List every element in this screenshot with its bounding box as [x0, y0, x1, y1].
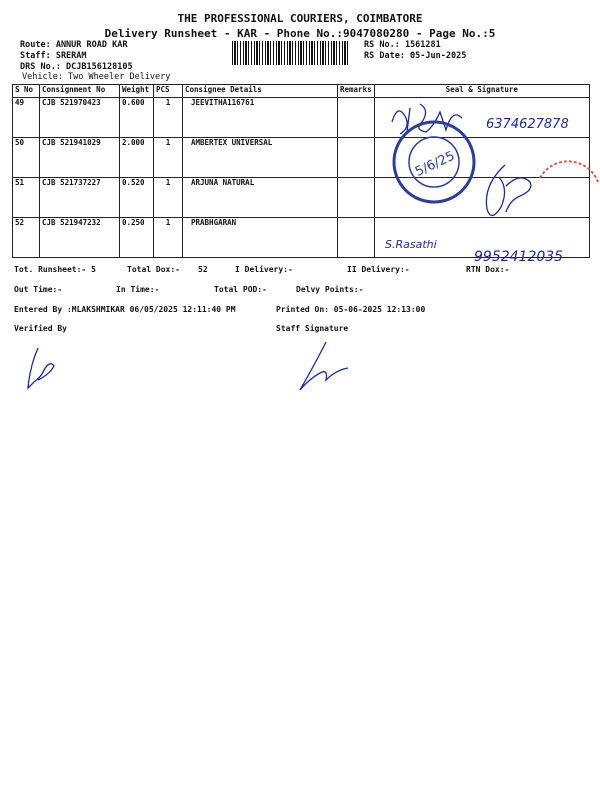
row-consignee: JEEVITHA116761: [183, 98, 338, 138]
drs-no: DRS No.: DCJB156128105: [20, 62, 133, 72]
row-sno: 51: [13, 178, 40, 218]
rs-no: RS No.: 1561281: [364, 40, 441, 50]
col-consignee: Consignee Details: [183, 85, 338, 98]
row-pcs: 1: [154, 178, 183, 218]
row-sno: 52: [13, 218, 40, 258]
col-remarks: Remarks: [338, 85, 375, 98]
route: Route: ANNUR ROAD KAR: [20, 40, 128, 50]
entered-by: Entered By :MLAKSHMIKAR 06/05/2025 12:11:40 PM: [14, 305, 236, 314]
printed-on: Printed On: 05-06-2025 12:13:00: [276, 305, 426, 314]
row-consignment: CJB 521947232: [40, 218, 120, 258]
row-sno: 50: [13, 138, 40, 178]
row-consignee: AMBERTEX UNIVERSAL: [183, 138, 338, 178]
ii-delivery: II Delivery:-: [347, 265, 410, 274]
handwritten-phone-1: 6374627878: [486, 117, 569, 132]
row-weight: 0.520: [120, 178, 154, 218]
staff-signature-mark: [300, 342, 348, 390]
row-pcs: 1: [154, 218, 183, 258]
signature-scribble-1: [392, 104, 462, 134]
out-time: Out Time:-: [14, 285, 63, 294]
row-weight: 0.600: [120, 98, 154, 138]
company-title: THE PROFESSIONAL COURIERS, COIMBATORE: [177, 12, 423, 25]
col-weight: Weight: [120, 85, 154, 98]
row-consignee: ARJUNA NATURAL: [183, 178, 338, 218]
in-time: In Time:-: [116, 285, 160, 294]
row-consignment: CJB 521941029: [40, 138, 120, 178]
vehicle: Vehicle: Two Wheeler Delivery: [22, 72, 171, 82]
row-consignment: CJB 521737227: [40, 178, 120, 218]
handwritten-name: S.Rasathi: [385, 238, 437, 251]
red-stamp-fragment: [540, 161, 598, 182]
row-pcs: 1: [154, 138, 183, 178]
rtn-dox: RTN Dox:-: [466, 265, 510, 274]
tot-runsheet: Tot. Runsheet:- 5: [14, 265, 96, 274]
row-consignee: PRABHGARAN: [183, 218, 338, 258]
row-weight: 0.250: [120, 218, 154, 258]
total-dox-label: Total Dox:-: [127, 265, 180, 274]
col-pcs: PCS: [154, 85, 183, 98]
col-seal: Seal & Signature: [374, 85, 589, 98]
total-pod: Total POD:-: [214, 285, 267, 294]
staff-signature-label: Staff Signature: [276, 324, 349, 333]
row-pcs: 1: [154, 98, 183, 138]
row-weight: 2.000: [120, 138, 154, 178]
total-dox-value: 52: [198, 265, 208, 274]
runsheet-subtitle: Delivery Runsheet - KAR - Phone No.:9047080280 - Page No.:5: [104, 27, 496, 40]
stamp-date: 5/6/25: [412, 148, 458, 180]
col-consignment: Consignment No: [40, 85, 120, 98]
company-seal-stamp: [394, 122, 474, 202]
i-delivery: I Delivery:-: [235, 265, 293, 274]
delvy-points: Delvy Points:-: [296, 285, 364, 294]
rs-date: RS Date: 05-Jun-2025: [364, 51, 467, 61]
verified-by-signature: [28, 348, 54, 388]
signature-scribble-2: [486, 165, 531, 216]
verified-by-label: Verified By: [14, 324, 67, 333]
staff: Staff: SRERAM: [20, 51, 87, 61]
row-consignment: CJB 521970423: [40, 98, 120, 138]
row-sno: 49: [13, 98, 40, 138]
col-sno: S No: [13, 85, 40, 98]
handwritten-phone-2: 9952412035: [474, 249, 564, 265]
